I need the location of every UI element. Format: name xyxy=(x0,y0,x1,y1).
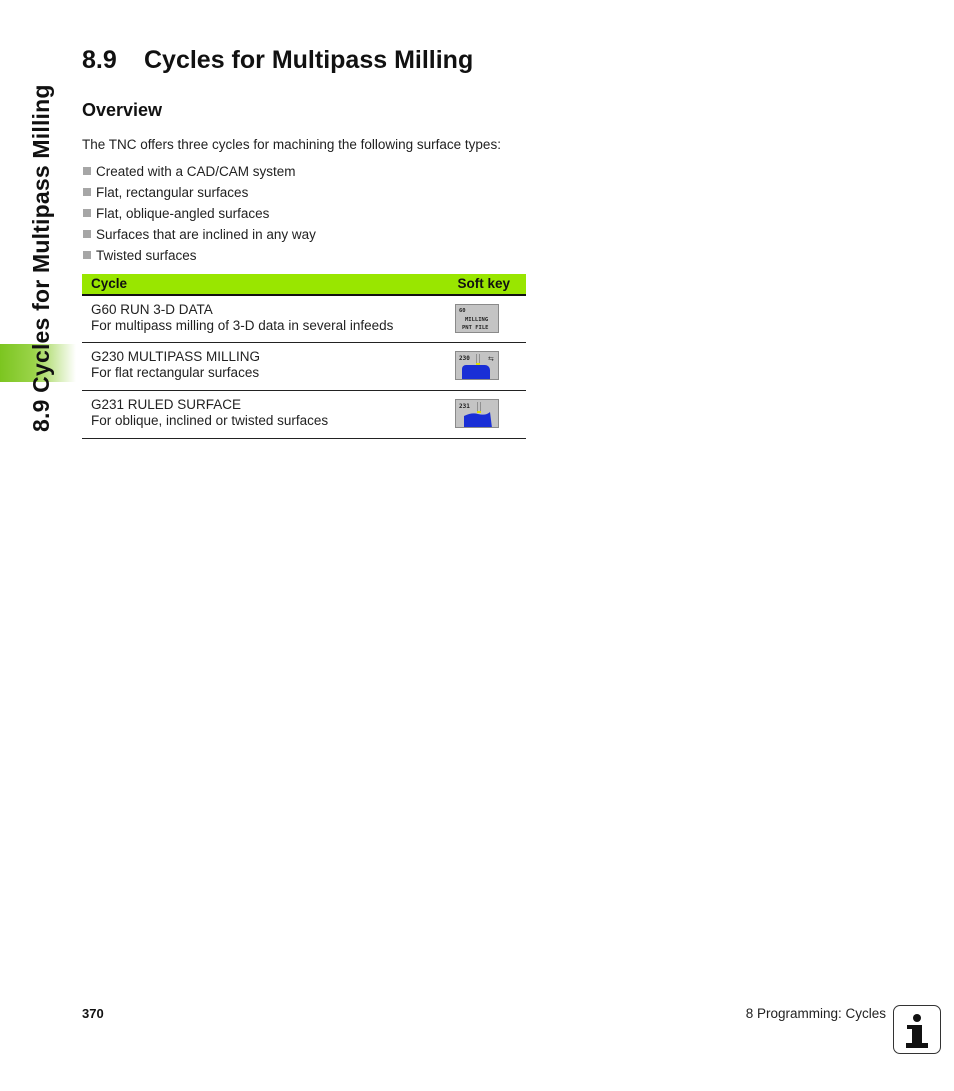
cycle-description: For multipass milling of 3-D data in several infeeds xyxy=(91,318,394,333)
cycle-description: For oblique, inclined or twisted surfaces xyxy=(91,413,329,428)
intro-text: The TNC offers three cycles for machining the following surface types: xyxy=(82,137,501,152)
list-item: Surfaces that are inclined in any way xyxy=(82,226,316,247)
page-number: 370 xyxy=(82,1006,104,1021)
cycle-name: G60 RUN 3-D DATA xyxy=(91,302,213,317)
tool-icon xyxy=(476,354,480,363)
table-row xyxy=(82,343,526,391)
section-title: Cycles for Multipass Milling xyxy=(144,46,474,74)
side-tab-title: 8.9 Cycles for Multipass Milling xyxy=(28,84,54,432)
workpiece-icon xyxy=(462,410,494,428)
list-item: Twisted surfaces xyxy=(82,247,316,268)
multipass-milling-softkey-icon: 230 ⇆ xyxy=(455,351,499,380)
ruled-surface-softkey-icon: 231 xyxy=(455,399,499,428)
table-header xyxy=(82,274,526,296)
workpiece-icon xyxy=(462,365,490,380)
direction-arrows-icon: ⇆ xyxy=(488,356,494,363)
table-row xyxy=(82,391,526,439)
section-number: 8.9 xyxy=(82,46,117,74)
column-header-cycle: Cycle xyxy=(91,276,128,291)
table-row xyxy=(82,296,526,343)
page-title xyxy=(82,46,473,75)
info-icon xyxy=(893,1005,941,1054)
cycles-table xyxy=(82,274,526,439)
surface-types-list xyxy=(82,163,316,268)
bullet-square-icon xyxy=(83,188,91,196)
chapter-label: 8 Programming: Cycles xyxy=(745,1006,886,1021)
subsection-title: Overview xyxy=(82,100,163,120)
column-header-softkey: Soft key xyxy=(457,276,510,291)
bullet-square-icon xyxy=(83,167,91,175)
bullet-square-icon xyxy=(83,230,91,238)
list-item: Flat, rectangular surfaces xyxy=(82,184,316,205)
cycle-name: G231 RULED SURFACE xyxy=(91,397,242,412)
list-item: Flat, oblique-angled surfaces xyxy=(82,205,316,226)
bullet-square-icon xyxy=(83,209,91,217)
cycle-description: For flat rectangular surfaces xyxy=(91,365,260,380)
bullet-square-icon xyxy=(83,251,91,259)
list-item: Created with a CAD/CAM system xyxy=(82,163,316,184)
cycle-name: G230 MULTIPASS MILLING xyxy=(91,349,261,364)
milling-pnt-file-softkey-icon: 60 MILLING PNT FILE xyxy=(455,304,499,333)
